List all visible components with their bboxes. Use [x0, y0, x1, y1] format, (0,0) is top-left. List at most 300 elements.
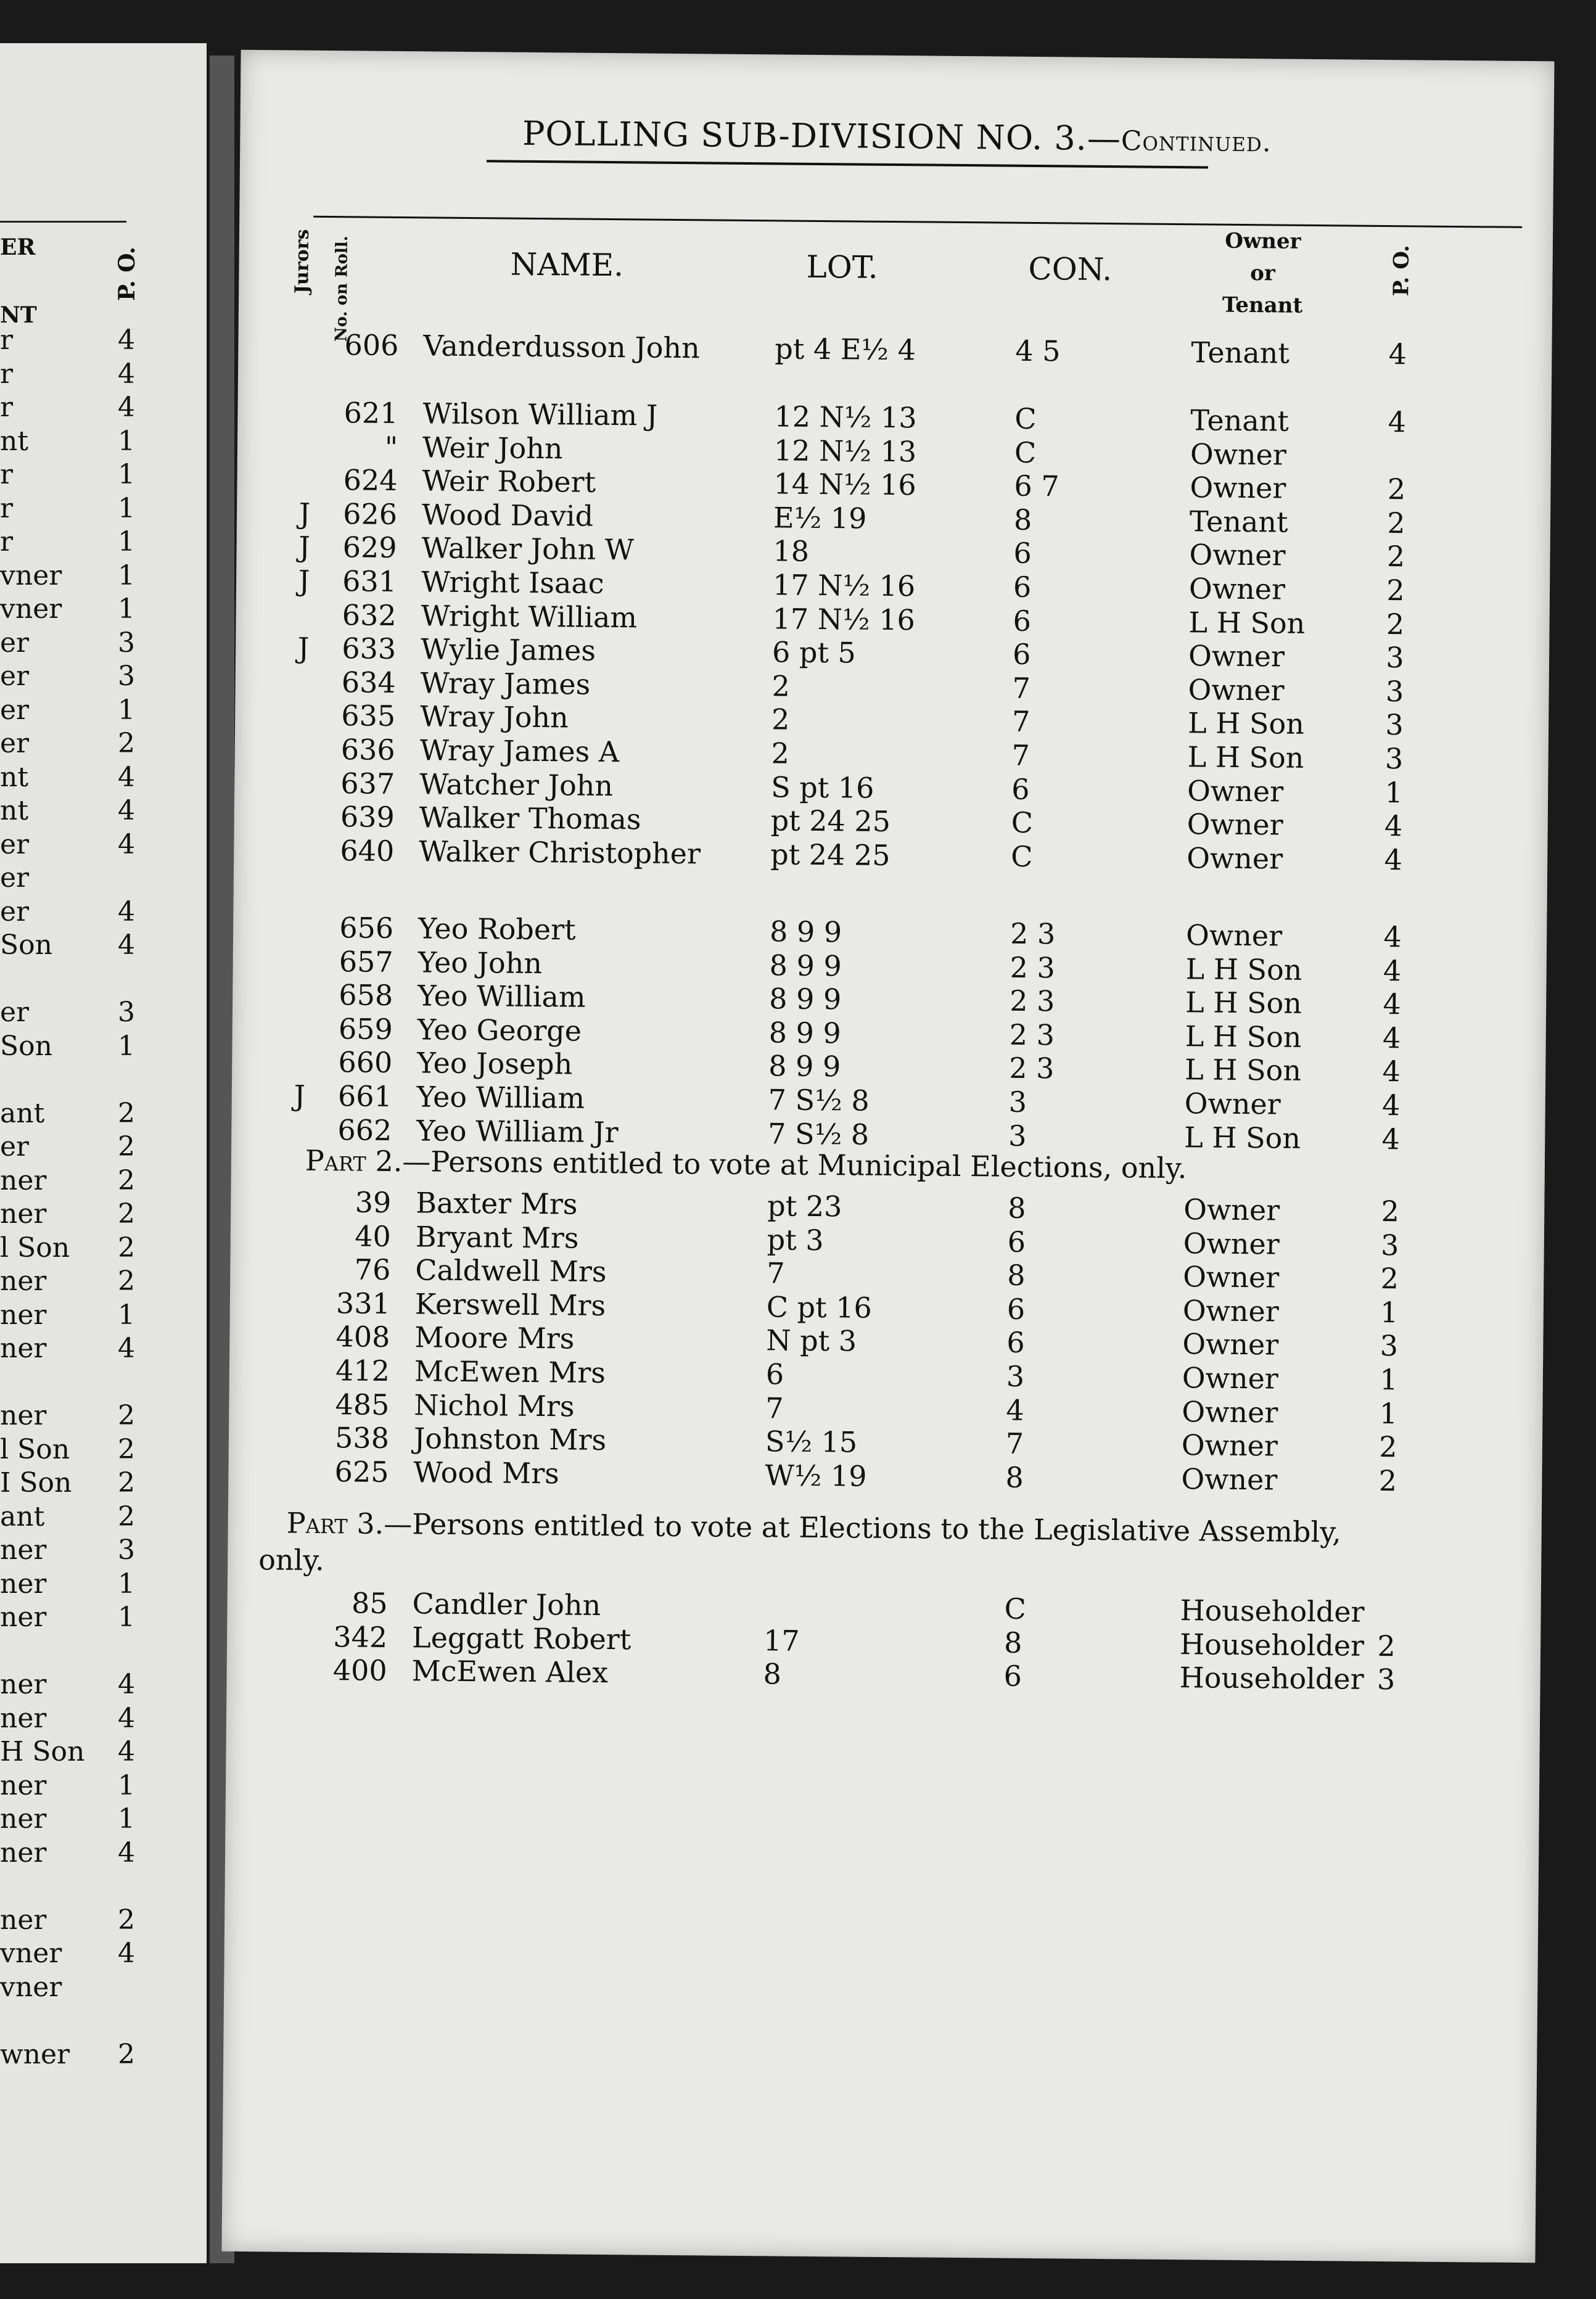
page-title — [240, 112, 1553, 162]
left-row-owner-tenant: nt — [0, 761, 29, 793]
concession: 2 3 — [1009, 984, 1055, 1018]
roll-number: 624 — [343, 463, 398, 498]
post-office: 1 — [1384, 775, 1404, 809]
lot: pt 24 25 — [770, 837, 891, 872]
concession: 6 — [1011, 772, 1030, 806]
left-row-po: 3 — [118, 660, 135, 692]
left-row-po: 2 — [118, 1500, 135, 1532]
register-page — [221, 50, 1554, 2263]
concession: 7 — [1012, 671, 1031, 705]
owner-or-tenant: L H Son — [1185, 1053, 1302, 1088]
post-office: 4 — [1383, 919, 1402, 954]
left-rule — [0, 221, 126, 223]
roll-number: " — [384, 430, 398, 464]
left-row-owner-tenant: vner — [0, 1938, 62, 1969]
voter-name: Bryant Mrs — [415, 1219, 579, 1255]
post-office — [1378, 438, 1415, 439]
post-office: 2 — [1381, 1194, 1400, 1228]
part2-heading — [305, 1142, 1187, 1187]
owner-or-tenant: Owner — [1184, 1087, 1281, 1121]
concession: C — [1014, 435, 1037, 469]
owner-or-tenant: Owner — [1183, 1260, 1280, 1294]
lot: 7 S½ 8 — [768, 1083, 870, 1117]
left-row-po: 4 — [118, 1702, 135, 1734]
lot: 8 9 9 — [769, 915, 842, 949]
left-row-owner-tenant: ner — [0, 1836, 47, 1869]
left-row-po: 1 — [118, 1299, 135, 1331]
left-row-po: 2 — [118, 1131, 135, 1162]
roll-number: 538 — [334, 1421, 390, 1455]
voter-name: Wright William — [421, 598, 638, 635]
concession: C — [1014, 401, 1037, 436]
concession: 3 — [1008, 1119, 1027, 1153]
voter-name: Walker Thomas — [419, 800, 641, 836]
roll-number: 660 — [338, 1045, 393, 1080]
juror-mark: J — [298, 496, 311, 530]
post-office: 3 — [1376, 1663, 1396, 1696]
lot: 12 N½ 13 — [773, 433, 917, 468]
roll-number: 331 — [335, 1286, 391, 1320]
concession: 6 — [1012, 637, 1031, 672]
left-row-po: 4 — [118, 761, 135, 793]
left-row-owner-tenant: r — [0, 492, 14, 524]
post-office: 2 — [1379, 1430, 1397, 1464]
voter-name: Watcher John — [419, 767, 614, 802]
jurors-header: Jurors — [291, 229, 314, 294]
post-office: 4 — [1384, 842, 1403, 877]
voter-name: Leggatt Robert — [411, 1620, 631, 1656]
owner-or-tenant: Owner — [1185, 918, 1283, 953]
concession: 8 — [1008, 1191, 1026, 1225]
left-row-po: 4 — [118, 1836, 135, 1869]
roll-number: 39 — [355, 1185, 392, 1219]
owner-or-tenant: L H Son — [1185, 985, 1302, 1021]
left-row-po: 1 — [118, 492, 135, 524]
title-rule — [487, 160, 1208, 168]
concession: 8 — [1003, 1626, 1022, 1659]
con-header: CON. — [1028, 250, 1113, 288]
concession: 6 — [1013, 604, 1032, 638]
post-office: 4 — [1383, 953, 1402, 987]
concession: 2 3 — [1009, 1018, 1055, 1052]
left-row-owner-tenant: ner — [0, 1534, 47, 1566]
concession: 7 — [1005, 1426, 1024, 1461]
left-row-po: 2 — [118, 1265, 135, 1297]
concession: 6 — [1013, 570, 1032, 604]
left-row-owner-tenant: ner — [0, 1803, 47, 1835]
left-row-po: 4 — [118, 929, 135, 961]
roll-number: 621 — [343, 396, 398, 430]
left-row-po: 2 — [118, 1097, 135, 1129]
left-row-owner-tenant: ner — [0, 1265, 47, 1297]
lot: 14 N½ 16 — [773, 467, 916, 502]
post-office: 2 — [1387, 506, 1405, 540]
left-row-owner-tenant: ner — [0, 1568, 47, 1600]
owner-or-tenant: Owner — [1183, 1193, 1280, 1227]
left-row-owner-tenant: Son — [0, 929, 52, 961]
lot: 2 — [771, 702, 790, 736]
lot: pt 4 E½ 4 — [775, 332, 916, 367]
juror-mark: J — [298, 564, 310, 598]
voter-name: Yeo William — [418, 979, 586, 1014]
left-row-owner-tenant: r — [0, 526, 14, 557]
lot: 6 — [765, 1357, 784, 1391]
owner-or-tenant: L H Son — [1184, 1120, 1301, 1155]
part2-text: —Persons entitled to vote at Municipal Elections, only. — [402, 1145, 1187, 1185]
owner-or-tenant: Owner — [1187, 841, 1283, 876]
left-row-owner-tenant: vner — [0, 559, 62, 591]
left-row-po: 1 — [118, 1030, 135, 1062]
lot: 2 — [771, 669, 791, 703]
left-row-po: 4 — [118, 1736, 135, 1767]
owner-or-tenant: Owner — [1189, 538, 1286, 572]
lot: 7 — [767, 1256, 785, 1290]
juror-mark: J — [297, 631, 310, 665]
owner-or-tenant: Owner — [1187, 807, 1283, 842]
part3-heading — [287, 1505, 1341, 1551]
left-row-owner-tenant: er — [0, 828, 30, 860]
lot: 8 9 9 — [768, 1016, 842, 1050]
lot: 18 — [773, 534, 810, 569]
concession: 4 5 — [1015, 334, 1061, 368]
lot: pt 3 — [767, 1222, 824, 1257]
owner-or-tenant: Owner — [1181, 1428, 1278, 1463]
left-row-po: 4 — [118, 358, 135, 390]
left-row-po: 2 — [118, 1433, 135, 1465]
left-row-po: 1 — [118, 526, 135, 557]
left-row-owner-tenant: I Son — [0, 1467, 72, 1499]
roll-number: 657 — [339, 944, 393, 979]
left-row-owner-tenant: er — [0, 728, 30, 759]
voter-name: Wylie James — [420, 632, 596, 668]
owner-header-line-3: Tenant — [1222, 292, 1303, 318]
left-row-po: 2 — [118, 1198, 135, 1230]
voter-name: Wray James — [420, 666, 591, 701]
owner-or-tenant: L H Son — [1185, 1019, 1302, 1054]
roll-number: 76 — [354, 1252, 391, 1287]
left-row-po: 1 — [118, 593, 135, 625]
left-head-top: ER — [0, 234, 36, 260]
concession: 6 7 — [1014, 469, 1059, 503]
owner-or-tenant: Owner — [1190, 437, 1287, 472]
left-row-po: 1 — [118, 694, 135, 726]
owner-or-tenant: Householder — [1179, 1627, 1365, 1663]
left-row-po: 4 — [118, 324, 135, 356]
roll-number: 625 — [334, 1454, 389, 1489]
owner-or-tenant: L H Son — [1187, 740, 1304, 775]
post-office — [1368, 1595, 1405, 1596]
concession: 3 — [1008, 1085, 1027, 1119]
owner-or-tenant: Householder — [1179, 1661, 1364, 1696]
concession: C — [1004, 1592, 1027, 1626]
left-row-owner-tenant: r — [0, 459, 14, 490]
voter-name: Yeo William Jr — [416, 1113, 619, 1149]
concession: 6 — [1013, 537, 1032, 570]
post-office: 4 — [1381, 1088, 1401, 1122]
left-row-owner-tenant: ner — [0, 1669, 47, 1700]
owner-or-tenant: L H Son — [1185, 952, 1302, 987]
left-row-owner-tenant: l Son — [0, 1232, 70, 1264]
owner-or-tenant: Owner — [1190, 471, 1286, 505]
concession: 2 3 — [1010, 950, 1056, 984]
voter-name: Johnston Mrs — [413, 1421, 607, 1457]
header-rule — [313, 216, 1522, 228]
lot: C pt 16 — [766, 1290, 872, 1325]
roll-number: 632 — [342, 598, 397, 632]
left-row-po: 4 — [118, 895, 135, 927]
post-office: 4 — [1388, 405, 1407, 439]
post-office: 3 — [1384, 742, 1404, 776]
owner-or-tenant: Tenant — [1189, 504, 1288, 539]
post-office: 2 — [1387, 472, 1406, 506]
left-row-po: 1 — [118, 425, 135, 457]
left-row-owner-tenant: ner — [0, 1299, 47, 1331]
left-row-owner-tenant: er — [0, 862, 30, 894]
concession: 8 — [1007, 1258, 1026, 1293]
roll-number: 656 — [339, 911, 394, 945]
roll-header: No. on Roll. — [332, 236, 352, 342]
lot: 8 9 9 — [768, 982, 842, 1016]
owner-or-tenant: Tenant — [1191, 335, 1290, 370]
left-row-owner-tenant: ant — [0, 1500, 45, 1532]
left-row-owner-tenant: ner — [0, 1400, 47, 1431]
lot: S pt 16 — [770, 770, 874, 805]
voter-name: Yeo John — [418, 945, 543, 980]
left-row-po: 4 — [118, 1669, 135, 1700]
lot: 2 — [771, 736, 790, 770]
left-row-po: 1 — [118, 559, 135, 591]
left-row-po: 1 — [118, 1803, 135, 1835]
owner-header-line-2: or — [1250, 261, 1275, 286]
left-row-owner-tenant: nt — [0, 795, 29, 826]
left-row-owner-tenant: er — [0, 1131, 30, 1162]
voter-name: Caldwell Mrs — [415, 1253, 607, 1289]
post-office: 2 — [1386, 540, 1405, 574]
left-row-owner-tenant: er — [0, 627, 30, 659]
left-page — [0, 43, 207, 2263]
lot: 12 N½ 13 — [774, 400, 917, 435]
left-row-po: 1 — [118, 1568, 135, 1600]
post-office: 4 — [1388, 337, 1407, 371]
roll-number: 400 — [332, 1653, 387, 1688]
part3-heading-cont: only. — [258, 1543, 325, 1577]
left-head-mid: NT — [0, 302, 37, 328]
concession: 6 — [1007, 1225, 1026, 1259]
lot: 7 S½ 8 — [768, 1116, 870, 1151]
voter-name: Yeo George — [417, 1013, 582, 1048]
concession: 7 — [1011, 705, 1030, 739]
left-row-po: 2 — [118, 1467, 135, 1499]
owner-or-tenant: Owner — [1188, 572, 1286, 606]
concession: 2 3 — [1010, 916, 1056, 951]
lot: 7 — [765, 1391, 784, 1425]
roll-number: 659 — [338, 1012, 393, 1046]
left-row-po: 1 — [118, 1602, 135, 1633]
left-row-owner-tenant: ant — [0, 1097, 45, 1129]
post-office: 2 — [1377, 1629, 1396, 1663]
left-row-owner-tenant: vner — [0, 1971, 62, 2003]
roll-number: 640 — [340, 834, 395, 868]
owner-or-tenant: Householder — [1180, 1594, 1365, 1629]
left-row-owner-tenant: wner — [0, 2038, 70, 2070]
post-office: 4 — [1382, 1055, 1401, 1088]
voter-name: Yeo Robert — [418, 911, 576, 947]
part3-text: —Persons entitled to vote at Elections to the Legislative Assembly, — [383, 1507, 1341, 1549]
voter-name: Yeo Joseph — [417, 1046, 573, 1081]
voter-name: Candler John — [412, 1587, 601, 1622]
name-header: NAME. — [510, 246, 624, 284]
roll-number: 637 — [340, 766, 395, 800]
voter-name: Weir Robert — [422, 464, 596, 500]
voter-name: Yeo William — [416, 1080, 585, 1115]
left-head-po: P. O. — [114, 247, 140, 301]
left-row-po: 4 — [118, 1333, 135, 1364]
lot: W½ 19 — [765, 1458, 867, 1493]
roll-number: 662 — [337, 1112, 392, 1147]
roll-number: 342 — [333, 1619, 388, 1654]
voter-name: Wilson William J — [422, 397, 658, 432]
roll-number: 412 — [335, 1354, 390, 1388]
left-row-po: 2 — [118, 1164, 135, 1196]
roll-number: 629 — [342, 530, 397, 565]
owner-or-tenant: Owner — [1188, 639, 1285, 673]
roll-number: 606 — [344, 328, 399, 363]
post-office: 4 — [1384, 809, 1403, 843]
left-row-po: 1 — [118, 1769, 135, 1801]
left-row-owner-tenant: ner — [0, 1769, 47, 1801]
lot: 8 — [763, 1657, 782, 1691]
concession: C — [1011, 839, 1033, 873]
concession: 8 — [1005, 1460, 1024, 1494]
concession: 8 — [1013, 503, 1032, 537]
owner-header-line-1: Owner — [1225, 228, 1301, 254]
left-row-owner-tenant: r — [0, 324, 14, 356]
left-row-owner-tenant: ner — [0, 1164, 47, 1196]
roll-number: 635 — [341, 699, 396, 733]
left-row-owner-tenant: ner — [0, 1702, 47, 1734]
left-row-po: 4 — [118, 392, 135, 423]
part3-label: Part 3. — [286, 1506, 384, 1540]
left-row-po: 2 — [118, 1400, 135, 1431]
voter-name: Walker John W — [421, 531, 635, 567]
roll-number: 636 — [340, 733, 395, 767]
voter-name: Wood Mrs — [413, 1455, 560, 1491]
roll-number: 631 — [342, 564, 397, 599]
post-office: 3 — [1385, 674, 1404, 709]
lot: S½ 15 — [765, 1425, 858, 1459]
voter-name: Wright Isaac — [421, 565, 604, 600]
left-row-owner-tenant: er — [0, 895, 30, 927]
concession: 6 — [1003, 1659, 1022, 1693]
left-row-owner-tenant: er — [0, 694, 30, 726]
voter-name: Walker Christopher — [419, 834, 701, 871]
owner-or-tenant: L H Son — [1187, 706, 1305, 741]
roll-number: 40 — [355, 1219, 392, 1253]
owner-or-tenant: Owner — [1182, 1327, 1279, 1362]
lot: N pt 3 — [766, 1323, 857, 1358]
post-office: 4 — [1382, 1021, 1401, 1055]
title-continued: Continued. — [1121, 125, 1272, 158]
title-main: POLLING SUB-DIVISION NO. 3.— — [522, 113, 1122, 158]
roll-number: 658 — [339, 978, 393, 1013]
lot: 17 — [763, 1623, 800, 1658]
left-row-owner-tenant: Son — [0, 1030, 52, 1062]
left-row-po: 2 — [118, 728, 135, 759]
voter-name: Moore Mrs — [414, 1320, 575, 1355]
left-row-po: 4 — [118, 1938, 135, 1969]
owner-or-tenant: Owner — [1182, 1293, 1280, 1328]
post-office: 1 — [1379, 1362, 1398, 1397]
owner-or-tenant: L H Son — [1188, 605, 1306, 640]
post-office: 3 — [1386, 641, 1404, 675]
left-row-po: 2 — [118, 2038, 135, 2070]
voter-name: Weir John — [422, 430, 563, 465]
left-row-po: 3 — [118, 997, 135, 1028]
left-row-po: 4 — [118, 795, 135, 826]
roll-number: 634 — [341, 665, 396, 699]
post-office: 3 — [1385, 708, 1404, 742]
owner-header — [1191, 224, 1334, 322]
voter-name: Wood David — [421, 498, 594, 533]
concession: 3 — [1006, 1359, 1025, 1393]
roll-number: 661 — [337, 1079, 393, 1113]
voter-name: Baxter Mrs — [416, 1186, 578, 1221]
post-office: 2 — [1380, 1262, 1399, 1296]
lot: pt 24 25 — [770, 804, 891, 839]
owner-or-tenant: Owner — [1182, 1361, 1279, 1396]
roll-number: 485 — [335, 1387, 390, 1421]
owner-or-tenant: Owner — [1183, 1226, 1280, 1261]
voter-name: Kerswell Mrs — [414, 1287, 606, 1322]
left-row-owner-tenant: l Son — [0, 1433, 70, 1465]
part2-label: Part 2. — [305, 1143, 403, 1178]
roll-number: 639 — [340, 800, 395, 834]
left-row-po: 4 — [118, 828, 135, 860]
lot: E½ 19 — [773, 501, 867, 535]
left-row-po: 3 — [118, 1534, 135, 1566]
voter-name: McEwen Mrs — [414, 1354, 606, 1390]
owner-or-tenant: Owner — [1188, 673, 1285, 707]
lot: 17 N½ 16 — [772, 568, 916, 603]
left-row-owner-tenant: r — [0, 392, 14, 423]
lot: 8 9 9 — [768, 1049, 841, 1084]
post-office: 4 — [1381, 1122, 1401, 1156]
left-row-owner-tenant: H Son — [0, 1736, 85, 1767]
post-office: 3 — [1380, 1228, 1399, 1262]
juror-mark: J — [294, 1079, 306, 1112]
voter-name: Vanderdusson John — [423, 329, 700, 365]
post-office: 2 — [1386, 607, 1405, 641]
left-row-owner-tenant: er — [0, 660, 30, 692]
left-row-po: 3 — [118, 627, 135, 659]
roll-number: 85 — [351, 1586, 388, 1620]
roll-number: 626 — [343, 497, 398, 531]
left-row-po: 2 — [118, 1904, 135, 1936]
post-office: 2 — [1386, 574, 1405, 607]
concession: C — [1011, 805, 1034, 840]
lot: pt 23 — [767, 1189, 842, 1224]
owner-or-tenant: Tenant — [1190, 403, 1290, 438]
left-row-owner-tenant: vner — [0, 593, 62, 625]
concession: 4 — [1006, 1393, 1024, 1427]
post-office: 1 — [1380, 1295, 1399, 1330]
post-office: 2 — [1378, 1463, 1397, 1498]
post-office: 4 — [1383, 987, 1402, 1021]
left-row-owner-tenant: ner — [0, 1904, 47, 1936]
owner-or-tenant: Owner — [1181, 1462, 1278, 1497]
left-row-owner-tenant: ner — [0, 1198, 47, 1230]
left-row-owner-tenant: ner — [0, 1602, 47, 1633]
